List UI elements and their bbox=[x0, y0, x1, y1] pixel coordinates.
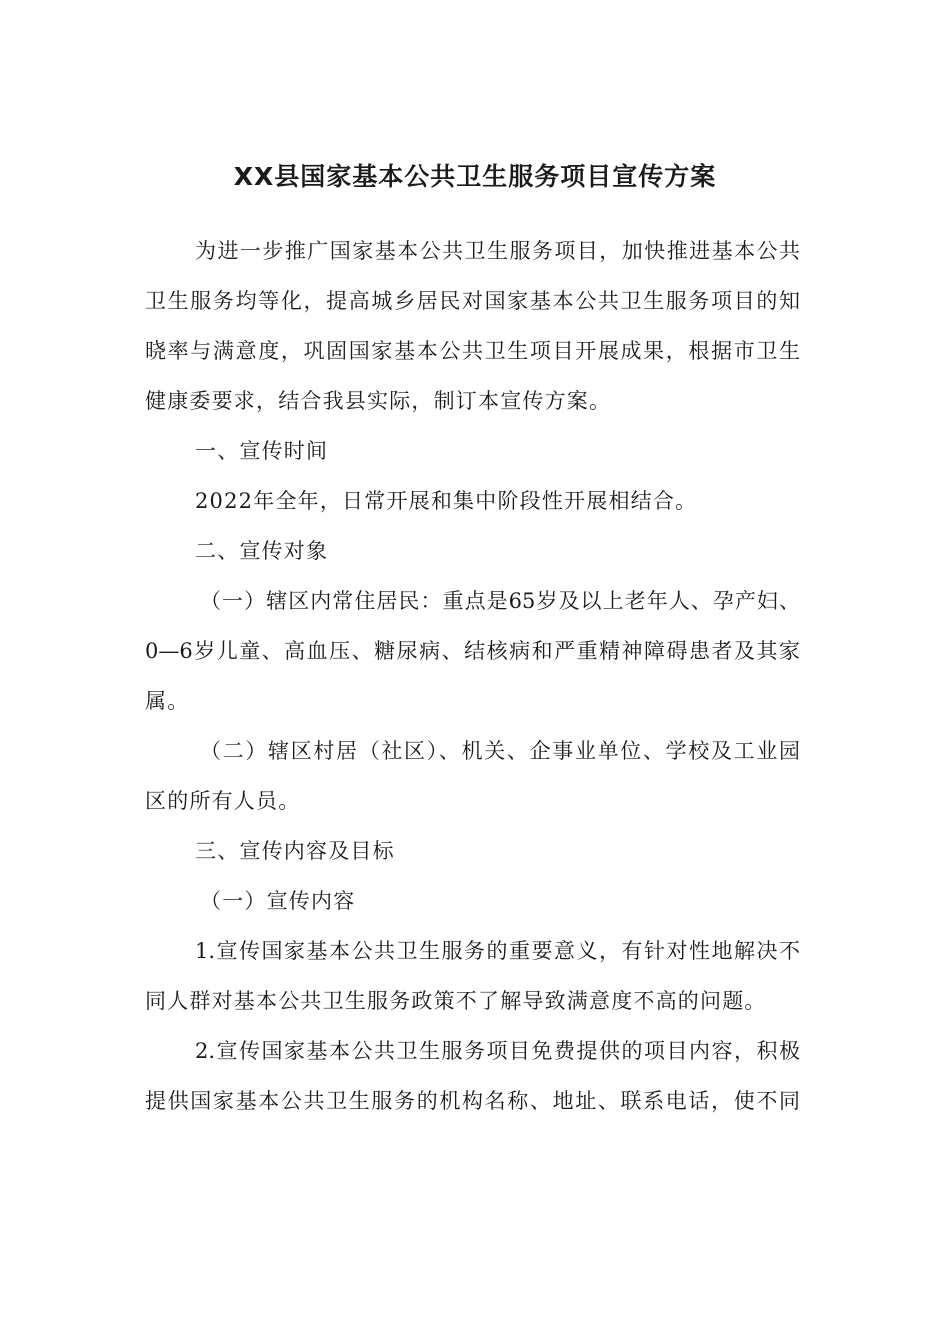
paragraph-line: 2022年全年，日常开展和集中阶段性开展相结合。 bbox=[195, 489, 698, 513]
subsection-heading: （一）宣传内容 bbox=[200, 889, 356, 913]
paragraph-line: 健康委要求，结合我县实际，制订本宣传方案。 bbox=[145, 389, 612, 413]
paragraph-line: 同人群对基本公共卫生服务政策不了解导致满意度不高的问题。 bbox=[145, 989, 767, 1013]
section-heading: 一、宣传时间 bbox=[195, 439, 329, 463]
paragraph-line: 晓率与满意度，巩固国家基本公共卫生项目开展成果，根据市卫生 bbox=[145, 339, 800, 363]
section-heading: 三、宣传内容及目标 bbox=[195, 839, 395, 863]
paragraph-line: （一）辖区内常住居民：重点是65岁及以上老年人、孕产妇、 bbox=[200, 589, 800, 613]
paragraph-line: 0—6岁儿童、高血压、糖尿病、结核病和严重精神障碍患者及其家 bbox=[145, 639, 800, 663]
paragraph-line: 1.宣传国家基本公共卫生服务的重要意义，有针对性地解决不 bbox=[195, 939, 800, 963]
paragraph-line: 为进一步推广国家基本公共卫生服务项目，加快推进基本公共 bbox=[195, 239, 800, 263]
paragraph-line: 卫生服务均等化，提高城乡居民对国家基本公共卫生服务项目的知 bbox=[145, 289, 800, 313]
paragraph-line: 属。 bbox=[145, 689, 190, 713]
paragraph-line: 提供国家基本公共卫生服务的机构名称、地址、联系电话，使不同 bbox=[145, 1089, 800, 1113]
paragraph-line: 区的所有人员。 bbox=[145, 789, 301, 813]
paragraph-line: （二）辖区村居（社区）、机关、企事业单位、学校及工业园 bbox=[200, 739, 800, 763]
document-title: XX县国家基本公共卫生服务项目宣传方案 bbox=[233, 162, 717, 191]
paragraph-line: 2.宣传国家基本公共卫生服务项目免费提供的项目内容，积极 bbox=[195, 1039, 800, 1063]
section-heading: 二、宣传对象 bbox=[195, 539, 329, 563]
